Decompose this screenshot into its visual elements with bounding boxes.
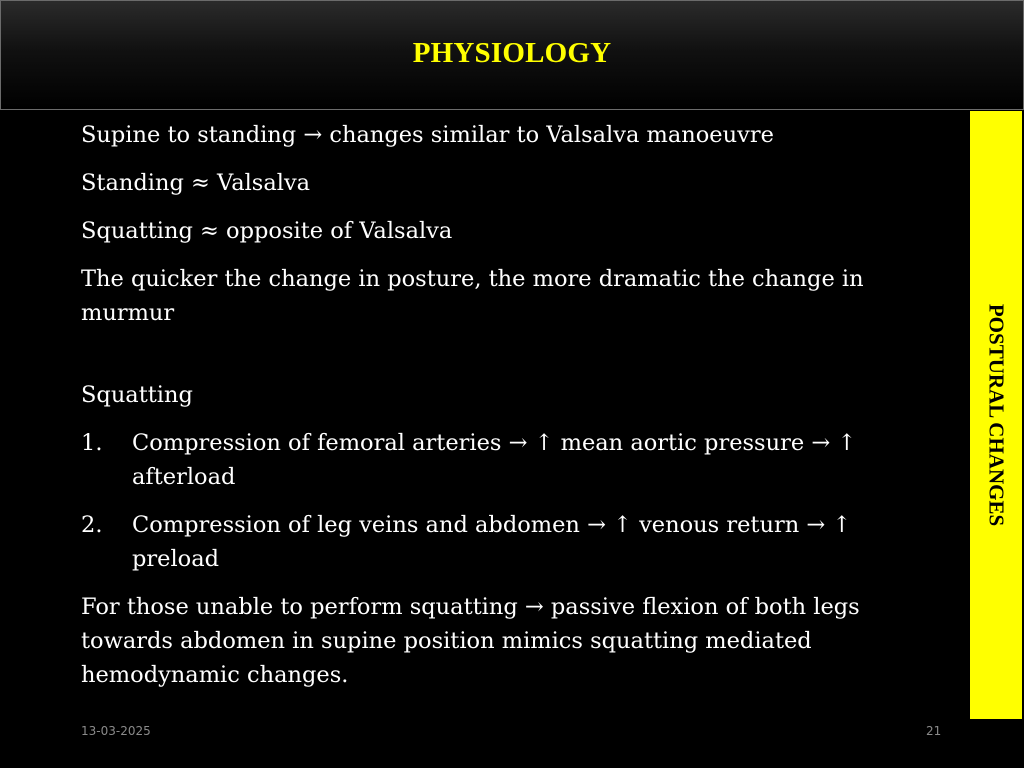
body-line: Squatting ≈ opposite of Valsalva [81, 218, 453, 244]
list-item [81, 426, 916, 494]
footer-date: 13-03-2025 [81, 724, 151, 738]
list-item-text: Compression of leg veins and abdomen → ↑ venous return → ↑ preload [132, 512, 852, 572]
body-line: The quicker the change in posture, the more dramatic the change in murmur [81, 266, 864, 326]
list-number: 2. [81, 512, 103, 538]
list-item [81, 508, 916, 576]
page-number: 21 [926, 724, 942, 738]
slide-body [81, 118, 916, 706]
slide-title: PHYSIOLOGY [412, 37, 612, 69]
list-number: 1. [81, 430, 103, 456]
slide-header [0, 0, 1024, 110]
subheading: Squatting [81, 382, 193, 408]
body-line: For those unable to perform squatting → passive flexion of both legs towards abdomen in supine position mimics squatting mediated hemodynamic changes. [81, 594, 860, 688]
body-line: Standing ≈ Valsalva [81, 170, 311, 196]
list-item-text: Compression of femoral arteries → ↑ mean aortic pressure → ↑ afterload [132, 430, 857, 490]
side-tab [970, 111, 1022, 719]
side-tab-label: POSTURAL CHANGES [984, 303, 1009, 527]
body-line: Supine to standing → changes similar to Valsalva manoeuvre [81, 122, 774, 148]
